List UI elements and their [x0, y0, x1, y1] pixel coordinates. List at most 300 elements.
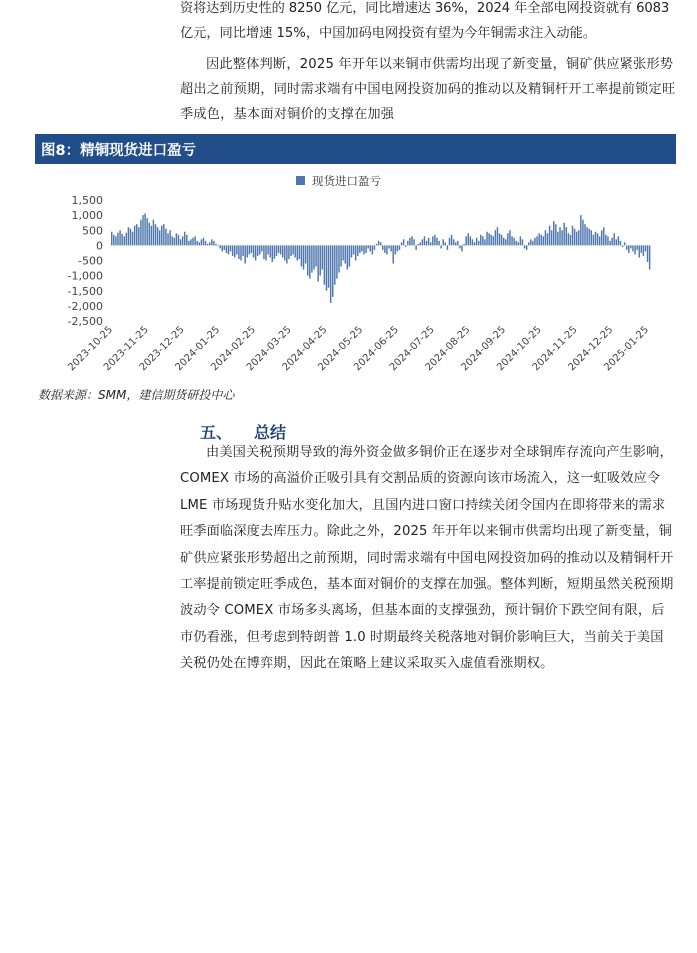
bar: [505, 239, 506, 245]
bar: [288, 245, 289, 259]
bar: [622, 245, 623, 247]
bar: [342, 245, 343, 260]
x-tick-label: 2024-06-25: [352, 324, 401, 374]
bar: [541, 235, 542, 246]
bar: [478, 241, 479, 246]
x-tick-label: 2024-05-25: [316, 324, 366, 374]
bar: [643, 245, 644, 256]
bar: [257, 245, 258, 256]
bar: [572, 226, 573, 246]
bar: [136, 224, 137, 245]
bar: [236, 245, 237, 254]
x-tick-label: 2024-10-25: [495, 324, 544, 374]
bar: [370, 245, 371, 251]
bar: [411, 236, 412, 245]
bar: [297, 245, 298, 260]
y-tick-label: -1,000: [67, 269, 103, 283]
bar: [451, 235, 452, 246]
bar: [638, 245, 639, 257]
bar: [167, 233, 168, 245]
bar: [611, 238, 612, 246]
bar: [299, 245, 300, 259]
bar: [230, 245, 231, 251]
bar: [488, 233, 489, 245]
legend-swatch: [296, 176, 305, 185]
bar: [263, 245, 264, 259]
bar: [203, 238, 204, 246]
bar: [584, 224, 585, 245]
bar: [149, 223, 150, 246]
x-tick-label: 2023-10-25: [66, 324, 116, 374]
x-tick-label: 2024-02-25: [209, 324, 259, 374]
bar: [359, 245, 360, 253]
bar: [415, 245, 416, 250]
bar: [553, 221, 554, 245]
y-axis: [68, 194, 103, 328]
bar: [222, 245, 223, 251]
bar: [470, 236, 471, 245]
bar: [130, 229, 131, 246]
bar: [294, 245, 295, 257]
bar: [445, 242, 446, 245]
bar: [511, 236, 512, 245]
bar: [591, 230, 592, 245]
figure-source: 数据来源：SMM，建信期货研投中心: [38, 388, 235, 402]
bar: [568, 233, 569, 245]
bar: [155, 224, 156, 245]
bar: [576, 232, 577, 246]
x-tick-label: 2025-01-25: [602, 324, 652, 374]
bar: [340, 245, 341, 266]
bar: [124, 236, 125, 245]
bar: [463, 244, 464, 246]
section-number: 五、: [200, 423, 233, 442]
bar: [593, 235, 594, 246]
intro-line-2: 亿元，同比增速 15%，中国加码电网投资有望为今年铜需求注入动能。: [180, 26, 596, 41]
bar: [176, 233, 177, 245]
bar: [219, 245, 220, 248]
bar: [609, 241, 610, 246]
bar: [194, 236, 195, 245]
bar: [384, 245, 385, 253]
x-tick-label: 2024-09-25: [459, 324, 509, 374]
bar: [582, 220, 583, 246]
bar: [253, 245, 254, 257]
bar: [251, 245, 252, 253]
bar: [278, 245, 279, 253]
bar: [307, 245, 308, 275]
bar: [457, 241, 458, 246]
y-tick-label: -2,000: [67, 299, 103, 313]
bar: [199, 242, 200, 245]
bar: [355, 245, 356, 260]
y-tick-label: 1,500: [71, 194, 103, 207]
bar: [428, 238, 429, 246]
bar: [159, 230, 160, 245]
bar: [146, 218, 147, 245]
bar: [311, 245, 312, 272]
bar: [522, 239, 523, 245]
bar: [367, 245, 368, 248]
bar: [392, 245, 393, 263]
bar: [580, 215, 581, 245]
bar: [171, 236, 172, 245]
bar: [465, 236, 466, 245]
bar: [301, 245, 302, 266]
bar: [417, 244, 418, 246]
bar: [601, 230, 602, 245]
bar: [280, 245, 281, 254]
bar: [345, 245, 346, 263]
bar: [420, 242, 421, 245]
bar: [347, 245, 348, 269]
bar: [524, 245, 525, 248]
bar: [284, 245, 285, 260]
bar: [632, 245, 633, 251]
bar: [309, 245, 310, 278]
summary-paragraph: 由美国关税预期导致的海外资金做多铜价正在逐步对全球铜库存流向产生影响，COMEX 市场的高溢价正吸引具有交割品质的资源向该市场流入，这一虹吸效应令 LME 市场现货升贴水变化加大，且国内进口窗口持续关闭令国内在即将带来的需求旺季面临深度去库压力。除此之外，2025 年开年以来铜市供需均出现了新变量，铜矿供应紧张形势超出之前预期，同时需求端有中国电网投资加码的推动以及精铜杆开工率提前锁定旺季成色，基本面对铜价的支撑在加强。整体判断，短期虽然关税预期波动令 COMEX 市场多头离场，但基本面的支撑强劲，预计铜价下跌空间有限，后市仍看涨，但考虑到特朗普 1.0 时期最终关税落地对铜价影响巨大，当前关于美国关税仍处在博弈期，因此在策略上建议采取买入虚值看涨期权。: [180, 445, 674, 672]
bar: [382, 245, 383, 250]
y-tick-label: 500: [82, 224, 103, 238]
bar: [547, 233, 548, 245]
bar: [624, 242, 625, 245]
bar: [184, 232, 185, 246]
bar: [305, 245, 306, 263]
bar: [405, 245, 406, 247]
bar: [534, 238, 535, 246]
bar: [645, 245, 646, 251]
bar: [144, 214, 145, 246]
bar: [599, 236, 600, 245]
figure-title-bar: [35, 134, 676, 164]
bar: [272, 245, 273, 262]
bar: [499, 233, 500, 245]
bar: [616, 239, 617, 245]
y-tick-label: -500: [78, 254, 103, 268]
bar: [440, 245, 441, 248]
bar: [238, 245, 239, 259]
bar: [461, 245, 462, 251]
bar: [113, 235, 114, 246]
bar: [259, 245, 260, 254]
bar: [422, 239, 423, 245]
bar: [559, 227, 560, 245]
bar: [186, 235, 187, 246]
bar: [322, 245, 323, 269]
bar: [430, 242, 431, 245]
bar: [424, 236, 425, 245]
x-tick-label: 2024-08-25: [423, 324, 473, 374]
bar: [151, 226, 152, 246]
bar: [613, 233, 614, 245]
bar: [324, 245, 325, 284]
bar: [228, 245, 229, 254]
bar: [551, 230, 552, 245]
bar: [249, 245, 250, 254]
bar: [563, 223, 564, 246]
bar: [570, 235, 571, 246]
bar: [486, 232, 487, 246]
bar: [361, 245, 362, 251]
bar: [432, 236, 433, 245]
bar: [215, 244, 216, 246]
bar: [180, 239, 181, 245]
bar: [518, 242, 519, 245]
bar: [388, 245, 389, 248]
bar: [413, 239, 414, 245]
bar: [634, 245, 635, 254]
bar: [438, 241, 439, 246]
bar: [334, 245, 335, 284]
x-tick-label: 2024-04-25: [280, 324, 330, 374]
bar: [545, 230, 546, 245]
bar: [232, 245, 233, 256]
bar: [407, 241, 408, 246]
x-tick-label: 2024-01-25: [173, 324, 223, 374]
bar: [353, 245, 354, 254]
figure-title: 图8：精铜现货进口盈亏: [41, 143, 197, 159]
bar: [134, 226, 135, 246]
bar: [495, 230, 496, 245]
bar: [313, 245, 314, 269]
bar: [397, 245, 398, 251]
bar: [128, 227, 129, 245]
intro-line-1: 资将达到历史性的 8250 亿元，同比增速达 36%，2024 年全部电网投资就有 6083: [180, 1, 670, 16]
bar: [574, 229, 575, 246]
bar: [132, 232, 133, 246]
bar: [497, 227, 498, 245]
bar: [276, 245, 277, 256]
bar: [443, 239, 444, 245]
bar: [513, 238, 514, 246]
bar: [326, 245, 327, 290]
bar: [363, 245, 364, 254]
bar: [336, 245, 337, 278]
bar: [480, 235, 481, 246]
bar: [374, 245, 375, 250]
bar: [328, 245, 329, 287]
x-tick-label: 2024-07-25: [387, 324, 437, 374]
spot-import-pnl-chart: [35, 166, 676, 384]
bar: [317, 245, 318, 281]
bar: [555, 224, 556, 245]
bar: [234, 245, 235, 257]
bar: [157, 227, 158, 245]
bar: [595, 232, 596, 246]
bar: [588, 229, 589, 246]
bar: [520, 236, 521, 245]
bar: [205, 241, 206, 246]
bar: [349, 245, 350, 266]
bar: [242, 245, 243, 256]
bar: [641, 245, 642, 253]
bar: [509, 230, 510, 245]
bar: [607, 236, 608, 245]
bar: [174, 238, 175, 246]
bar: [365, 245, 366, 253]
bar: [618, 236, 619, 245]
bar: [255, 245, 256, 260]
bar: [532, 241, 533, 246]
bar: [538, 233, 539, 245]
bar: [286, 245, 287, 263]
bar: [449, 238, 450, 246]
bar: [515, 241, 516, 246]
bar: [630, 245, 631, 248]
bar: [578, 230, 579, 245]
bar: [138, 227, 139, 245]
x-axis: [66, 324, 651, 373]
bar: [493, 236, 494, 245]
bar: [265, 245, 266, 260]
bar: [401, 242, 402, 245]
bar: [209, 242, 210, 245]
bar: [395, 245, 396, 254]
bar: [178, 235, 179, 246]
bar: [211, 239, 212, 245]
bar: [561, 230, 562, 245]
bar: [476, 238, 477, 246]
bar: [140, 220, 141, 246]
bar: [372, 245, 373, 254]
bar: [386, 245, 387, 254]
y-tick-label: -2,500: [67, 315, 103, 328]
bar: [126, 233, 127, 246]
bar: [332, 245, 333, 296]
bar: [543, 236, 544, 245]
x-tick-label: 2023-11-25: [101, 324, 151, 374]
x-tick-label: 2023-12-25: [137, 324, 187, 374]
bar: [192, 238, 193, 246]
bar: [165, 229, 166, 246]
bar: [530, 239, 531, 245]
bar: [390, 245, 391, 251]
bar: [453, 239, 454, 245]
bar: [315, 245, 316, 266]
x-tick-label: 2024-12-25: [566, 324, 616, 374]
bar: [468, 233, 469, 245]
bar: [378, 241, 379, 246]
bar: [111, 232, 112, 246]
legend-label: 现货进口盈亏: [312, 174, 381, 188]
bar: [403, 239, 404, 245]
bar: [474, 242, 475, 245]
bar: [290, 245, 291, 256]
bar: [201, 239, 202, 245]
bar: [115, 236, 116, 245]
bar: [459, 245, 460, 248]
bar: [647, 245, 648, 262]
bar: [121, 234, 122, 246]
bar: [620, 241, 621, 246]
bar: [330, 245, 331, 302]
bar: [196, 241, 197, 246]
bar: [213, 241, 214, 246]
bar: [507, 233, 508, 245]
bar: [399, 245, 400, 250]
bar: [597, 233, 598, 245]
bar: [357, 245, 358, 256]
bar: [472, 239, 473, 245]
y-tick-label: 0: [96, 239, 103, 253]
bar: [649, 245, 650, 269]
x-tick-label: 2024-03-25: [244, 324, 294, 374]
bar: [119, 230, 120, 245]
bar: [142, 215, 143, 245]
bar: [292, 245, 293, 254]
bar: [426, 241, 427, 246]
bar: [240, 245, 241, 260]
bar: [207, 244, 208, 246]
bar: [436, 238, 437, 246]
x-tick-label: 2024-11-25: [530, 324, 580, 374]
bar: [503, 238, 504, 246]
y-tick-label: -1,500: [67, 284, 103, 298]
bar: [447, 245, 448, 250]
bar: [409, 238, 410, 246]
bar: [244, 245, 245, 263]
bar: [484, 239, 485, 245]
bar: [536, 236, 537, 245]
intro-paragraph-2: 因此整体判断，2025 年开年以来铜市供需均出现了新变量，铜矿供应紧张形势超出之前预期，同时需求端有中国电网投资加码的推动以及精铜杆开工率提前锁定旺季成色，基本面对铜价的支撑在加强: [180, 57, 676, 122]
y-tick-label: 1,000: [71, 209, 103, 223]
bar: [319, 245, 320, 275]
bar-series: [111, 214, 650, 303]
bar: [153, 220, 154, 246]
bar: [190, 239, 191, 245]
bar: [605, 235, 606, 246]
bar: [282, 245, 283, 257]
bar: [224, 245, 225, 250]
bar: [247, 245, 248, 257]
bar: [528, 242, 529, 245]
bar: [261, 245, 262, 251]
bar: [303, 245, 304, 269]
bar: [274, 245, 275, 259]
bar: [380, 242, 381, 245]
bar: [482, 236, 483, 245]
bar: [188, 241, 189, 246]
chart-legend: [296, 174, 381, 188]
bar: [169, 230, 170, 245]
bar: [434, 235, 435, 246]
bar: [269, 245, 270, 257]
bar: [566, 227, 567, 245]
bar: [628, 245, 629, 253]
bar: [351, 245, 352, 257]
bar: [626, 245, 627, 250]
bar: [549, 226, 550, 246]
bar: [636, 245, 637, 250]
bar: [226, 245, 227, 253]
bar: [586, 227, 587, 245]
bar: [501, 235, 502, 246]
bar: [161, 226, 162, 246]
section-title: 总结: [254, 423, 287, 442]
bar: [267, 245, 268, 254]
bar: [526, 245, 527, 250]
bar: [603, 227, 604, 245]
bar: [455, 242, 456, 245]
bar: [182, 236, 183, 245]
bar: [338, 245, 339, 272]
bar: [217, 245, 218, 246]
bar: [490, 235, 491, 246]
bar: [117, 233, 118, 246]
bar: [163, 224, 164, 245]
bar: [376, 244, 377, 246]
bar: [557, 232, 558, 246]
